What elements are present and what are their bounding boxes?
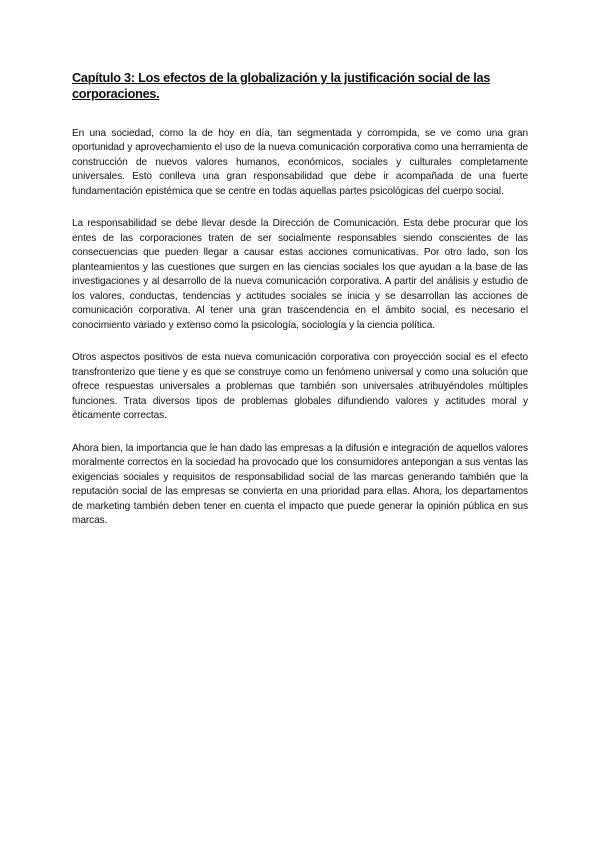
body-paragraph-1: En una sociedad, como la de hoy en día, tan segmentada y corrompida, se ve como una gran oportunidad y aprovechamiento el uso de la nueva comunicación corporativa como una herramienta de construcción de nuevos valores humanos, económicos, sociales y culturales completamente universales. Esto conlleva una gran responsabilidad que debe ir acompañada de una fuerte fundamentación epistémica que se centre en todas aquellas partes psicológicas del cuerpo social. [72, 127, 528, 197]
document-content [72, 70, 528, 529]
body-paragraph-2: La responsabilidad se debe llevar desde la Dirección de Comunicación. Esta debe procurar que los entes de las corporaciones traten de ser socialmente responsables siendo conscientes de las consecuencias que pueden llegar a causar estas acciones comunicativas. Por otro lado, son los planteamientos y las cuestiones que surgen en las ciencias sociales los que ayudan a la base de las investigaciones y al desarrollo de la nueva comunicación corporativa. A partir del análisis y estudio de los valores, conductas, tendencias y actitudes sociales se inicia y se desarrollan las acciones de comunicación corporativa. Al tener una gran trascendencia en el ámbito social, es necesario el conocimiento variado y extenso como la psicología, sociología y la ciencia política. [72, 218, 528, 331]
body-paragraph-4: Ahora bien, la importancia que le han dado las empresas a la difusión e integración de aquellos valores moralmente correctos en la sociedad ha provocado que los consumidores antepongan a sus ventas las exigencias sociales y requisitos de responsabilidad social de las marcas generando también que la reputación social de las empresas se convierta en una prioridad para ellas. Ahora, los departamentos de marketing también deben tener en cuenta el impacto que puede generar la opinión pública en sus marcas. [72, 442, 528, 527]
chapter-title: Capítulo 3: Los efectos de la globalización y la justificación social de las corporaciones. [72, 71, 491, 102]
body-paragraph-3: Otros aspectos positivos de esta nueva comunicación corporativa con proyección social es el efecto transfronterizo que tiene y es que se construye como un fenómeno universal y como una solución que ofrece respuestas universales a problemas que también son universales atribuyéndoles múltiples funciones. Trata diversos tipos de problemas globales difundiendo valores y actitudes moral y éticamente correctas. [72, 352, 528, 422]
